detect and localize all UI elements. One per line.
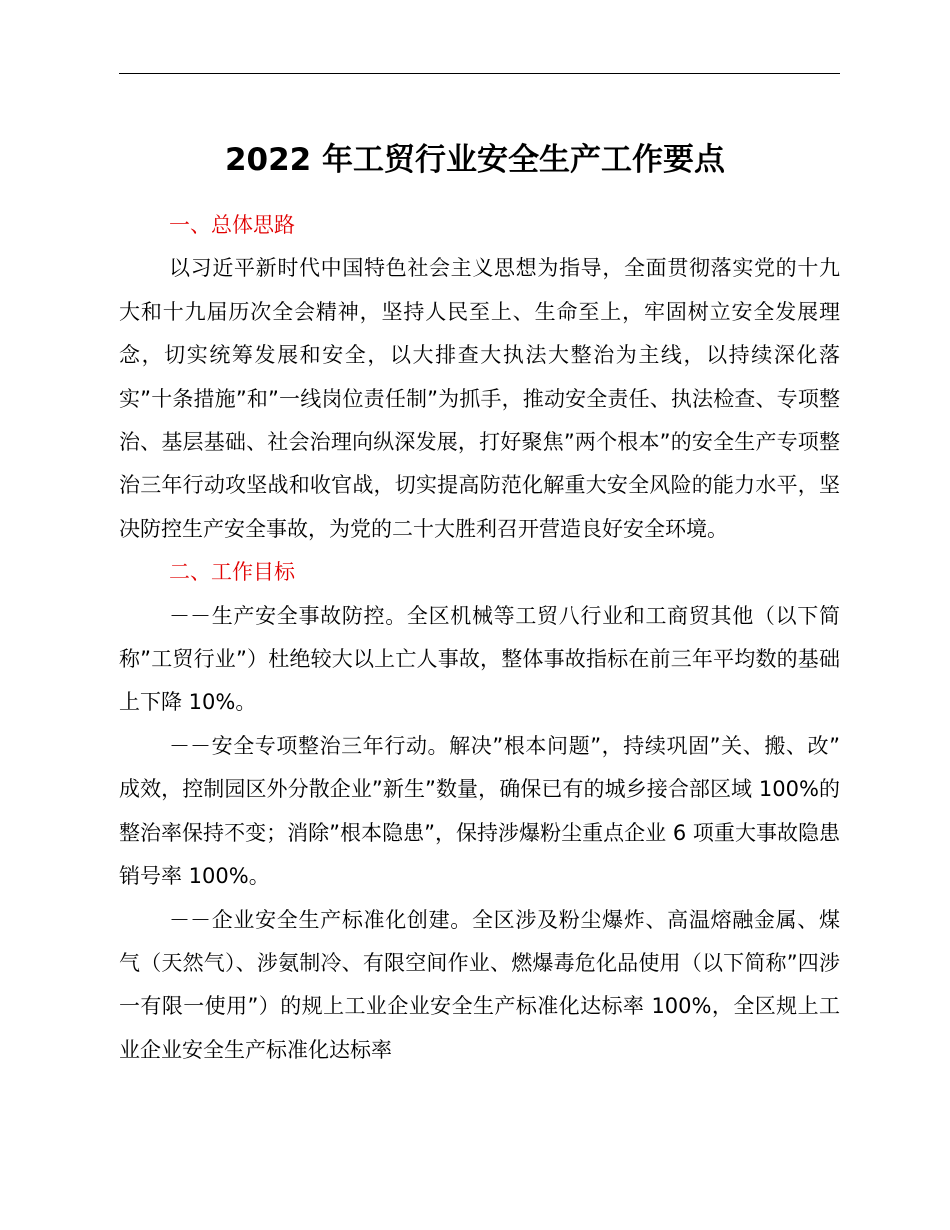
paragraph-standardization: －－企业安全生产标准化创建。全区涉及粉尘爆炸、高温熔融金属、煤气（天然气）、涉氨制冷、有限空间作业、燃爆毒危化品使用（以下简称”四涉一有限一使用”）的规上工业企业安全生产标准化达标率 100%，全区规上工业企业安全生产标准化达标率 <box>119 907 840 1062</box>
document-title: 2022 年工贸行业安全生产工作要点 <box>224 142 726 178</box>
paragraph-overall-approach: 以习近平新时代中国特色社会主义思想为指导，全面贯彻落实党的十九大和十九届历次全会精神，坚持人民至上、生命至上，牢固树立安全发展理念，切实统筹发展和安全，以大排查大执法大整治为主线，以持续深化落实”十条措施”和”一线岗位责任制”为抓手，推动安全责任、执法检查、专项整治、基层基础、社会治理向纵深发展，打好聚焦”两个根本”的安全生产专项整治三年行动攻坚战和收官战，切实提高防范化解重大安全风险的能力水平，坚决防控生产安全事故，为党的二十大胜利召开营造良好安全环境。 <box>119 256 840 541</box>
paragraph-accident-prevention: －－生产安全事故防控。全区机械等工贸八行业和工商贸其他（以下简称”工贸行业”）杜绝较大以上亡人事故，整体事故指标在前三年平均数的基础上下降 10%。 <box>119 603 840 715</box>
paragraph-special-rectification: －－安全专项整治三年行动。解决”根本问题”，持续巩固”关、搬、改” 成效，控制园区外分散企业”新生”数量，确保已有的城乡接合部区域 100%的整治率保持不变；消除”根本隐患”，保持涉爆粉尘重点企业 6 项重大事故隐患销号率 100%。 <box>119 733 840 889</box>
section-heading-work-goals: 二、工作目标 <box>169 560 295 585</box>
section-heading-overall-approach: 一、总体思路 <box>169 213 295 237</box>
document-body <box>119 204 840 1072</box>
header-rule <box>119 73 840 74</box>
